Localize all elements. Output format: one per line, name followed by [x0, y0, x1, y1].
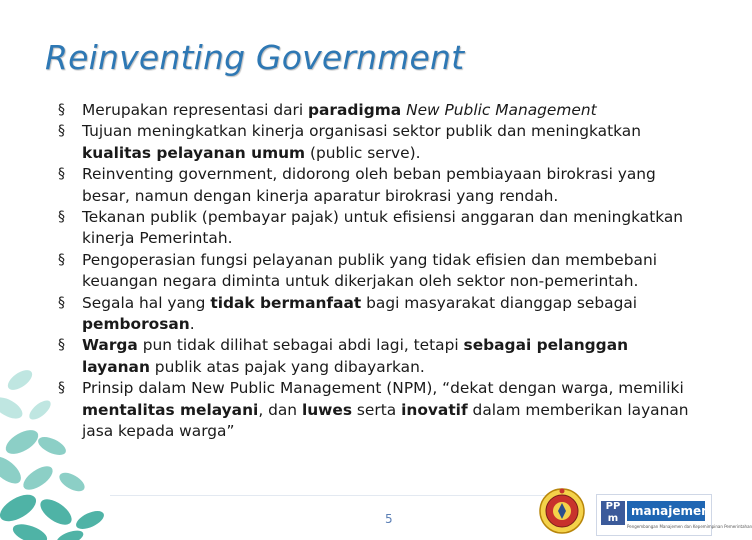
ppm-logo-mark: PP m	[601, 501, 625, 525]
bullet-item	[58, 207, 698, 250]
page-number: 5	[385, 512, 393, 526]
bullet-marker-icon: §	[58, 380, 65, 397]
bullet-marker-icon: §	[58, 209, 65, 226]
bullet-text-bold: tidak bermanfaat	[210, 293, 362, 312]
bullet-text: .	[189, 315, 195, 334]
bullet-marker-icon: §	[58, 102, 65, 118]
government-seal-icon	[538, 486, 586, 536]
bullet-text: Pengoperasian fungsi pelayanan publik yang tidak efisien dan membebani keuangan negara diminta untuk dikerjakan oleh sektor non-pemerintah.	[82, 250, 657, 291]
bullet-text: Prinsip dalam New Public Management (NPM), “dekat dengan warga, memiliki	[82, 379, 684, 398]
bullet-item	[58, 335, 698, 378]
bullet-item	[58, 100, 698, 121]
bullet-item	[58, 121, 698, 164]
bullet-text: , dan	[258, 400, 302, 419]
bullet-marker-icon: §	[58, 251, 65, 268]
bullet-marker-icon: §	[58, 123, 65, 140]
footer-divider	[110, 495, 570, 496]
bullet-text-bold: kualitas pelayanan umum	[82, 143, 306, 162]
bullet-text-italic: New Public Management	[406, 101, 597, 119]
bullet-text-bold: inovatif	[401, 400, 468, 419]
bullet-text-bold: sebagai pelanggan layanan	[82, 336, 629, 376]
bullet-item	[58, 293, 698, 336]
bullet-text: Merupakan representasi dari	[82, 101, 309, 119]
slide-title: Reinventing Government	[45, 38, 465, 77]
bullet-text-bold: Warga	[82, 336, 138, 355]
bullet-item	[58, 250, 698, 293]
ppm-manajemen-logo	[596, 494, 752, 536]
bullet-text-bold: mentalitas melayani	[82, 400, 259, 419]
bullet-text: dalam memberikan layanan jasa kepada warga”	[82, 400, 689, 441]
bullet-text-bold: luwes	[301, 400, 353, 419]
bullet-text: pun tidak dilihat sebagai abdi lagi, tetapi	[137, 336, 464, 355]
bullet-text-bold: pemborosan	[82, 315, 190, 334]
ppm-logo-tagline: Pengembangan Manajemen dan Kepemimpinan Pemerintahan	[627, 524, 752, 529]
bullet-marker-icon: §	[58, 166, 65, 183]
bullet-text: Reinventing government, didorong oleh beban pembiayaan birokrasi yang besar, namun dengan kinerja aparatur birokrasi yang rendah.	[82, 165, 656, 205]
bullet-marker-icon: §	[58, 337, 65, 354]
bullet-text: serta	[352, 400, 402, 419]
bullet-item	[58, 378, 698, 442]
bullet-text: bagi masyarakat dianggap sebagai	[361, 293, 638, 312]
bullet-list	[58, 100, 698, 443]
bullet-text-bold: paradigma	[308, 101, 402, 119]
ppm-logo-wordmark: manajemen	[627, 501, 705, 521]
bullet-item	[58, 164, 698, 207]
bullet-text: publik atas pajak yang dibayarkan.	[149, 357, 425, 376]
bullet-marker-icon: §	[58, 294, 65, 311]
bullet-text: Segala hal yang	[82, 293, 211, 312]
bullet-text: Tujuan meningkatkan kinerja organisasi sektor publik dan meningkatkan	[82, 122, 641, 141]
bullet-text: Tekanan publik (pembayar pajak) untuk efisiensi anggaran dan meningkatkan kinerja Pemerintah.	[82, 208, 684, 248]
bullet-text: (public serve).	[305, 143, 421, 162]
